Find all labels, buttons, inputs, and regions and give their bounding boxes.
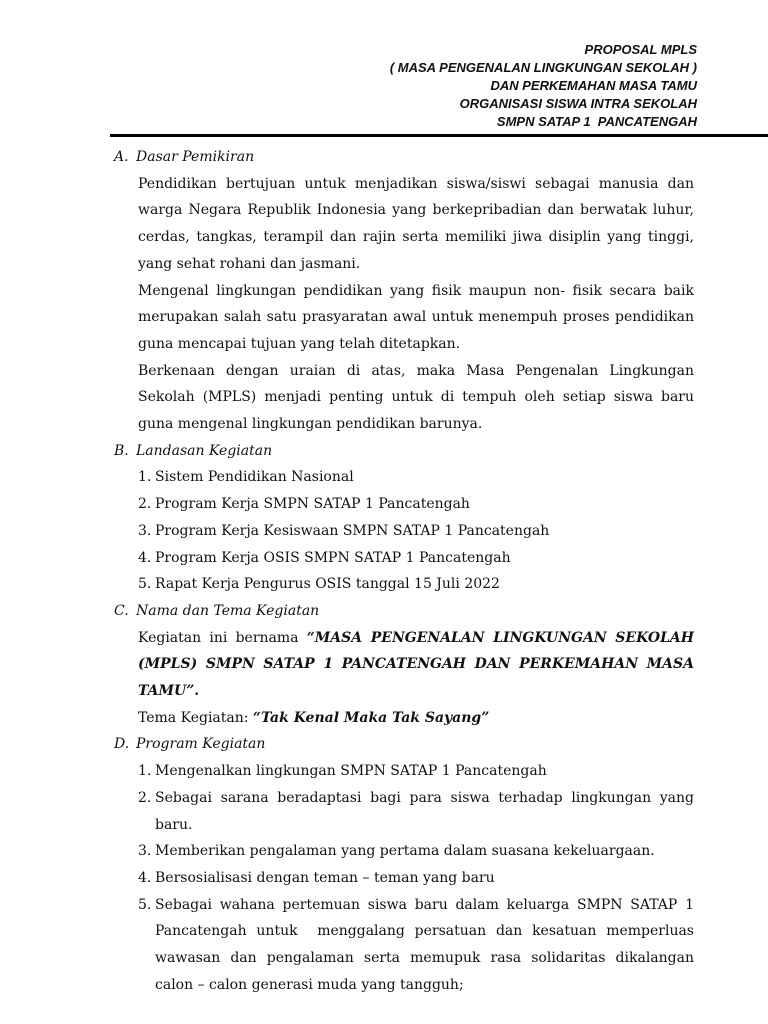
list-item: [138, 865, 694, 892]
list-number: 5.: [138, 576, 152, 593]
list-item: [138, 518, 694, 545]
list-text: Program Kerja SMPN SATAP 1 Pancatengah: [155, 496, 470, 513]
list-item: [138, 892, 699, 999]
section-title: Dasar Pemikiran: [136, 149, 255, 165]
list-number: 3.: [138, 522, 152, 539]
section-letter: A.: [114, 149, 129, 165]
list-item: [138, 838, 694, 865]
list-number: 1.: [138, 763, 152, 780]
activity-theme-paragraph: [114, 705, 694, 732]
section-heading-d: [114, 731, 694, 758]
section-letter: C.: [114, 602, 129, 619]
list-text: Sebagai wahana pertemuan siswa baru dalam keluarga SMPN SATAP 1 Pancatengah untuk menggalang persatuan dan kesatuan memperluas wawasan dan pengalaman serta memupuk rasa solidaritas dikalangan calon – calon generasi muda yang tangguh;: [155, 896, 699, 993]
list-text: Sistem Pendidikan Nasional: [155, 469, 354, 486]
list-text: Mengenalkan lingkungan SMPN SATAP 1 Pancatengah: [155, 763, 547, 780]
activity-name-paragraph: [114, 625, 694, 705]
header-line: SMPN SATAP 1 PANCATENGAH: [496, 114, 697, 129]
header-line: ORGANISASI SISWA INTRA SEKOLAH: [459, 96, 697, 111]
theme-label: Tema Kegiatan:: [138, 709, 253, 726]
paragraph: Pendidikan bertujuan untuk menjadikan siswa/siswi sebagai manusia dan warga Negara Republik Indonesia yang berkepribadian dan berwatak luhur, cerdas, tangkas, terampil dan rajin serta memiliki jiwa disiplin yang tinggi, yang sehat rohani dan jasmani.: [138, 175, 694, 272]
list-number: 3.: [138, 843, 152, 860]
list-text: Bersosialisasi dengan teman – teman yang baru: [155, 869, 495, 886]
header-line: PROPOSAL MPLS: [584, 42, 697, 57]
section-heading-b: [114, 438, 694, 465]
section-heading-c: [114, 598, 694, 625]
numbered-list: [114, 464, 694, 598]
activity-name: “MASA PENGENALAN LINGKUNGAN SEKOLAH (MPLS) SMPN SATAP 1 PANCATENGAH DAN PERKEMAHAN MASA TAMU”.: [138, 629, 694, 700]
document-body: [114, 144, 699, 999]
document-header: [390, 41, 697, 131]
list-item: [138, 491, 694, 518]
section-title: Program Kegiatan: [136, 736, 266, 753]
list-text: Rapat Kerja Pengurus OSIS tanggal 15 Juli 2022: [155, 576, 500, 593]
paragraph: Berkenaan dengan uraian di atas, maka Masa Pengenalan Lingkungan Sekolah (MPLS) menjadi penting untuk di tempuh oleh setiap siswa baru guna mengenal lingkungan pendidikan barunya.: [138, 362, 694, 433]
list-item: [138, 571, 694, 598]
list-item: [138, 545, 694, 572]
section-letter: B.: [114, 442, 129, 459]
list-item: [138, 785, 694, 838]
list-number: 2.: [138, 789, 152, 806]
list-number: 4.: [138, 549, 152, 566]
list-number: 5.: [138, 896, 152, 913]
paragraph: Mengenal lingkungan pendidikan yang fisik maupun non- fisik secara baik merupakan salah satu prasyaratan awal untuk menempuh proses pendidikan guna mencapai tujuan yang telah ditetapkan.: [138, 282, 694, 352]
list-item: [138, 758, 694, 785]
list-number: 1.: [138, 469, 152, 486]
header-line: DAN PERKEMAHAN MASA TAMU: [490, 78, 697, 93]
header-divider: [110, 134, 768, 137]
list-number: 4.: [138, 869, 152, 886]
section-heading-a: [114, 144, 694, 171]
header-line: ( MASA PENGENALAN LINGKUNGAN SEKOLAH ): [389, 60, 697, 75]
section-title: Nama dan Tema Kegiatan: [136, 602, 320, 619]
numbered-list: [114, 758, 699, 998]
list-text: Program Kerja Kesiswaan SMPN SATAP 1 Pancatengah: [155, 522, 550, 539]
activity-intro: Kegiatan ini bernama: [138, 629, 307, 646]
list-text: Memberikan pengalaman yang pertama dalam suasana kekeluargaan.: [155, 843, 655, 860]
list-text: Program Kerja OSIS SMPN SATAP 1 Pancatengah: [155, 549, 511, 566]
section-title: Landasan Kegiatan: [136, 442, 273, 459]
section-letter: D.: [114, 736, 130, 753]
list-text: Sebagai sarana beradaptasi bagi para siswa terhadap lingkungan yang baru.: [155, 789, 694, 833]
list-number: 2.: [138, 496, 152, 513]
list-item: [138, 464, 694, 491]
activity-theme: “Tak Kenal Maka Tak Sayang”: [252, 709, 490, 726]
